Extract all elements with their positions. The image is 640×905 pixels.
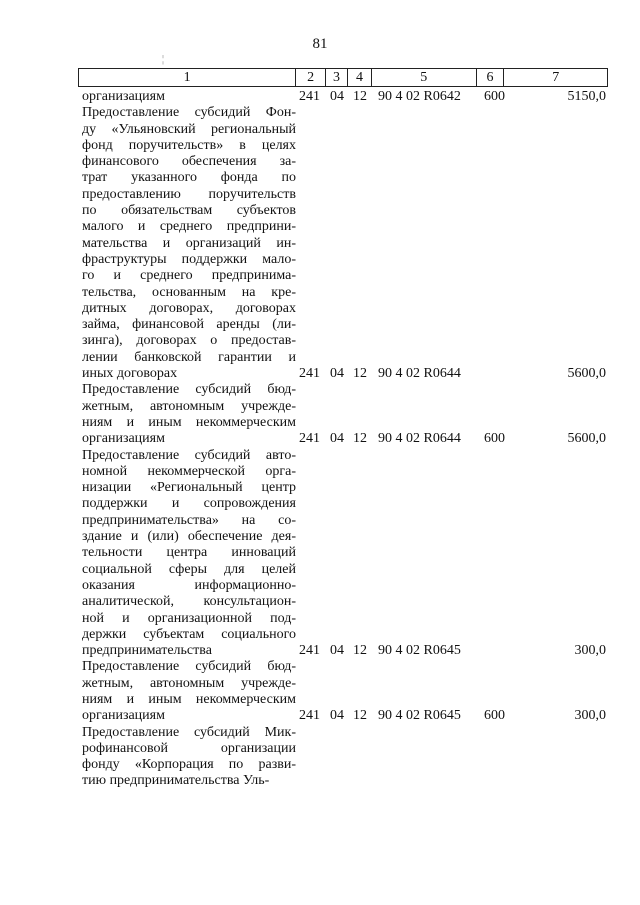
description-column — [82, 89, 296, 790]
description-line: дитных договорах, договорах — [82, 300, 296, 316]
description-line: номной некоммерческой орга- — [82, 463, 296, 479]
cell-c7: 5150,0 — [567, 89, 606, 104]
page-number: 81 — [312, 36, 328, 52]
cell-c6: 600 — [484, 708, 505, 724]
cell-c4: 12 — [353, 89, 367, 104]
description-line: трат указанного фонда по — [82, 170, 296, 186]
cell-c5: 90 4 02 R0642 — [378, 89, 461, 104]
description-line: Предоставление субсидий бюд- — [82, 382, 296, 398]
description-line: лении банковской гарантии и — [82, 349, 296, 365]
cell-c2: 241 — [299, 431, 320, 447]
cell-c7: 5600,0 — [567, 366, 606, 382]
cell-c7: 5600,0 — [567, 431, 606, 447]
description-line: жетным, автономным учрежде- — [82, 398, 296, 414]
description-line: рофинансовой организации — [82, 740, 296, 756]
cell-c3: 04 — [330, 89, 344, 104]
description-line: займа, финансовой аренды (ли- — [82, 317, 296, 333]
cell-c6: 600 — [484, 89, 505, 104]
header-col-4: 4 — [348, 69, 372, 86]
cell-c5: 90 4 02 R0644 — [378, 431, 461, 447]
description-line: мательства и организаций ин- — [82, 235, 296, 251]
description-line: низации «Региональный центр — [82, 480, 296, 496]
cell-c3: 04 — [330, 431, 344, 447]
description-line: социальной сферы для целей — [82, 561, 296, 577]
table-row — [296, 708, 608, 724]
cell-c4: 12 — [353, 643, 367, 659]
description-block — [82, 659, 296, 724]
cell-c2: 241 — [299, 366, 320, 382]
header-col-5: 5 — [372, 69, 477, 86]
description-line: малого и среднего предприни- — [82, 219, 296, 235]
scan-mark: ¦ — [162, 54, 165, 65]
description-line: тельства, основанным на кре- — [82, 284, 296, 300]
cell-c5: 90 4 02 R0644 — [378, 366, 461, 382]
description-line: Предоставление субсидий Мик- — [82, 724, 296, 740]
description-block — [82, 382, 296, 447]
table-row — [296, 643, 608, 659]
description-line: Предоставление субсидий Фон- — [82, 105, 296, 121]
cell-c4: 12 — [353, 708, 367, 724]
description-block — [82, 725, 296, 790]
cell-c7: 300,0 — [574, 643, 606, 659]
cell-c3: 04 — [330, 366, 344, 382]
table-row — [296, 431, 608, 447]
description-line: ной и организационной под- — [82, 610, 296, 626]
description-line: здание и (или) обеспечение дея- — [82, 529, 296, 545]
cell-c2: 241 — [299, 643, 320, 659]
header-col-6: 6 — [477, 69, 505, 86]
description-line: фраструктуры поддержки мало- — [82, 251, 296, 267]
cell-c6: 600 — [484, 431, 505, 447]
cell-c3: 04 — [330, 643, 344, 659]
description-line: Предоставление субсидий бюд- — [82, 659, 296, 675]
description-line: тельности центра инноваций — [82, 545, 296, 561]
description-block — [82, 105, 296, 382]
cell-c4: 12 — [353, 431, 367, 447]
cell-c5: 90 4 02 R0645 — [378, 708, 461, 724]
description-line: финансового обеспечения за- — [82, 154, 296, 170]
description-line: тию предпринимательства Уль- — [82, 773, 270, 789]
description-line: по обязательствам субъектов — [82, 203, 296, 219]
description-line: организациям — [82, 431, 165, 447]
description-line: организациям — [82, 89, 165, 104]
description-line: предпринимательства — [82, 643, 212, 659]
description-line: держки субъектам социального — [82, 626, 296, 642]
table-header — [78, 68, 608, 87]
description-line: предоставлению поручительств — [82, 186, 296, 202]
table-row — [296, 366, 608, 382]
description-line: ду «Ульяновский региональный — [82, 121, 296, 137]
description-block — [82, 89, 296, 105]
description-line: оказания информационно- — [82, 577, 296, 593]
cell-c5: 90 4 02 R0645 — [378, 643, 461, 659]
header-col-2: 2 — [296, 69, 326, 86]
description-line: фонд поручительств» в целях — [82, 137, 296, 153]
table-row — [296, 89, 608, 105]
description-line: поддержки и сопровождения — [82, 496, 296, 512]
description-line: ниям и иным некоммерческим — [82, 414, 296, 430]
header-col-7: 7 — [552, 70, 560, 85]
description-line: Предоставление субсидий авто- — [82, 447, 296, 463]
description-block — [82, 448, 296, 660]
header-col-3: 3 — [326, 69, 348, 86]
description-line: го и среднего предпринима- — [82, 268, 296, 284]
description-line: фонду «Корпорация по разви- — [82, 757, 296, 773]
description-line: предпринимательства» на со- — [82, 512, 296, 528]
description-line: организациям — [82, 708, 165, 724]
description-line: ниям и иным некоммерческим — [82, 691, 296, 707]
cell-c4: 12 — [353, 366, 367, 382]
cell-c2: 241 — [299, 89, 320, 104]
description-line: аналитической, консультацион- — [82, 594, 296, 610]
cell-c2: 241 — [299, 708, 320, 724]
description-line: зинга), договорах о предостав- — [82, 333, 296, 349]
description-line: иных договорах — [82, 366, 178, 382]
header-col-1: 1 — [79, 69, 296, 86]
cell-c3: 04 — [330, 708, 344, 724]
cell-c7: 300,0 — [574, 708, 606, 724]
description-line: жетным, автономным учрежде- — [82, 675, 296, 691]
